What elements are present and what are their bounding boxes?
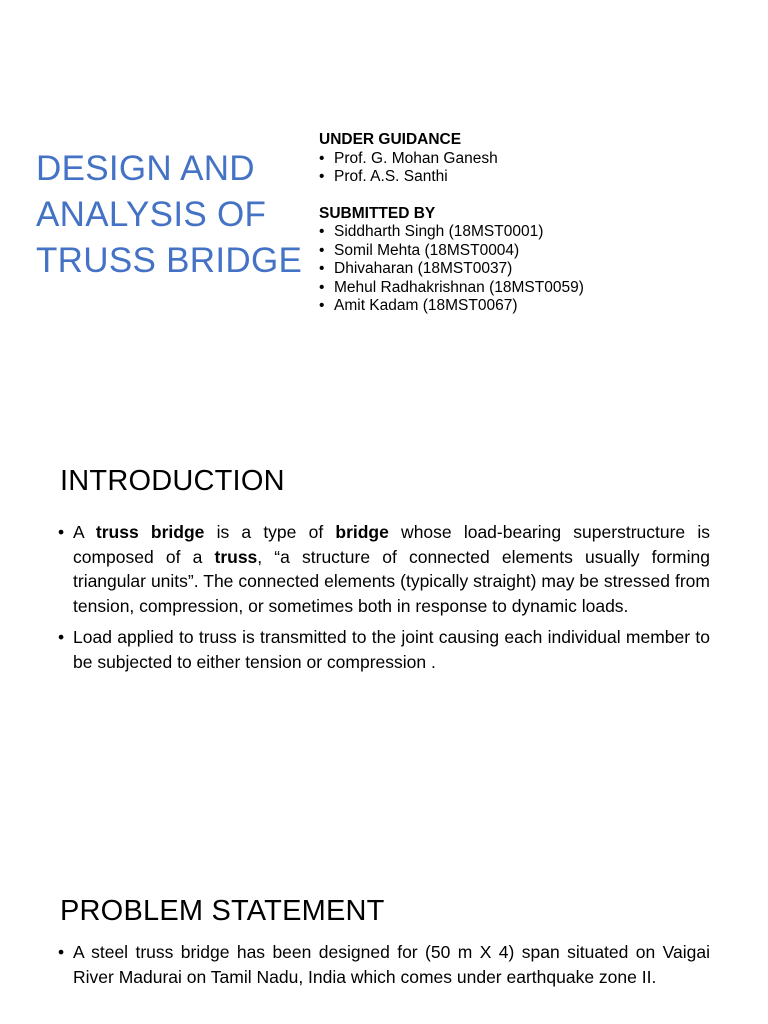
title-slide <box>0 0 768 432</box>
credits-block <box>319 131 739 316</box>
guides-list <box>319 150 739 187</box>
introduction-heading: INTRODUCTION <box>60 465 285 497</box>
problem-bullets <box>58 940 710 996</box>
bullet-item: • A steel truss bridge has been designed for (50 m X 4) span situated on Vaigai River Madurai on Tamil Nadu, India which comes under earthquake zone II. <box>58 940 710 989</box>
member-item: • Dhivaharan (18MST0037) <box>319 260 739 279</box>
guidance-heading: UNDER GUIDANCE <box>319 131 462 148</box>
guide-item: • Prof. G. Mohan Ganesh <box>319 150 739 169</box>
title-line: TRUSS BRIDGE <box>36 241 303 280</box>
problem-statement-slide <box>0 862 768 1024</box>
title-line: DESIGN AND <box>36 149 255 188</box>
problem-statement-heading: PROBLEM STATEMENT <box>60 895 385 927</box>
member-item: • Siddharth Singh (18MST0001) <box>319 223 739 242</box>
member-item: • Somil Mehta (18MST0004) <box>319 242 739 261</box>
bullet-text: A <box>73 522 96 542</box>
bullet-item: • Load applied to truss is transmitted to the joint causing each individual member to be subjected to either tension or compression . <box>58 625 710 674</box>
introduction-slide <box>0 432 768 862</box>
bold-term: bridge <box>335 522 389 542</box>
member-item: • Amit Kadam (18MST0067) <box>319 297 739 316</box>
bullet-text: is a type of <box>204 522 336 542</box>
title-line: ANALYSIS OF <box>36 195 267 234</box>
members-list <box>319 223 739 316</box>
presentation-title <box>36 146 306 284</box>
bold-term: truss <box>214 546 258 567</box>
bullet-text: whose load-bearing superstructure is composed of a <box>73 522 710 567</box>
submitted-heading: SUBMITTED BY <box>319 204 436 222</box>
bullet-item <box>58 520 710 618</box>
introduction-bullets <box>58 520 710 681</box>
bullet-text: , “a structure of connected elements usually forming triangular units”. The connected elements (typically straight) may be stressed from tension, compression, or sometimes both in response to dynamic loads. <box>73 546 710 616</box>
member-item: • Mehul Radhakrishnan (18MST0059) <box>319 279 739 298</box>
guide-item: • Prof. A.S. Santhi <box>319 168 739 187</box>
bold-term: truss bridge <box>95 522 205 542</box>
